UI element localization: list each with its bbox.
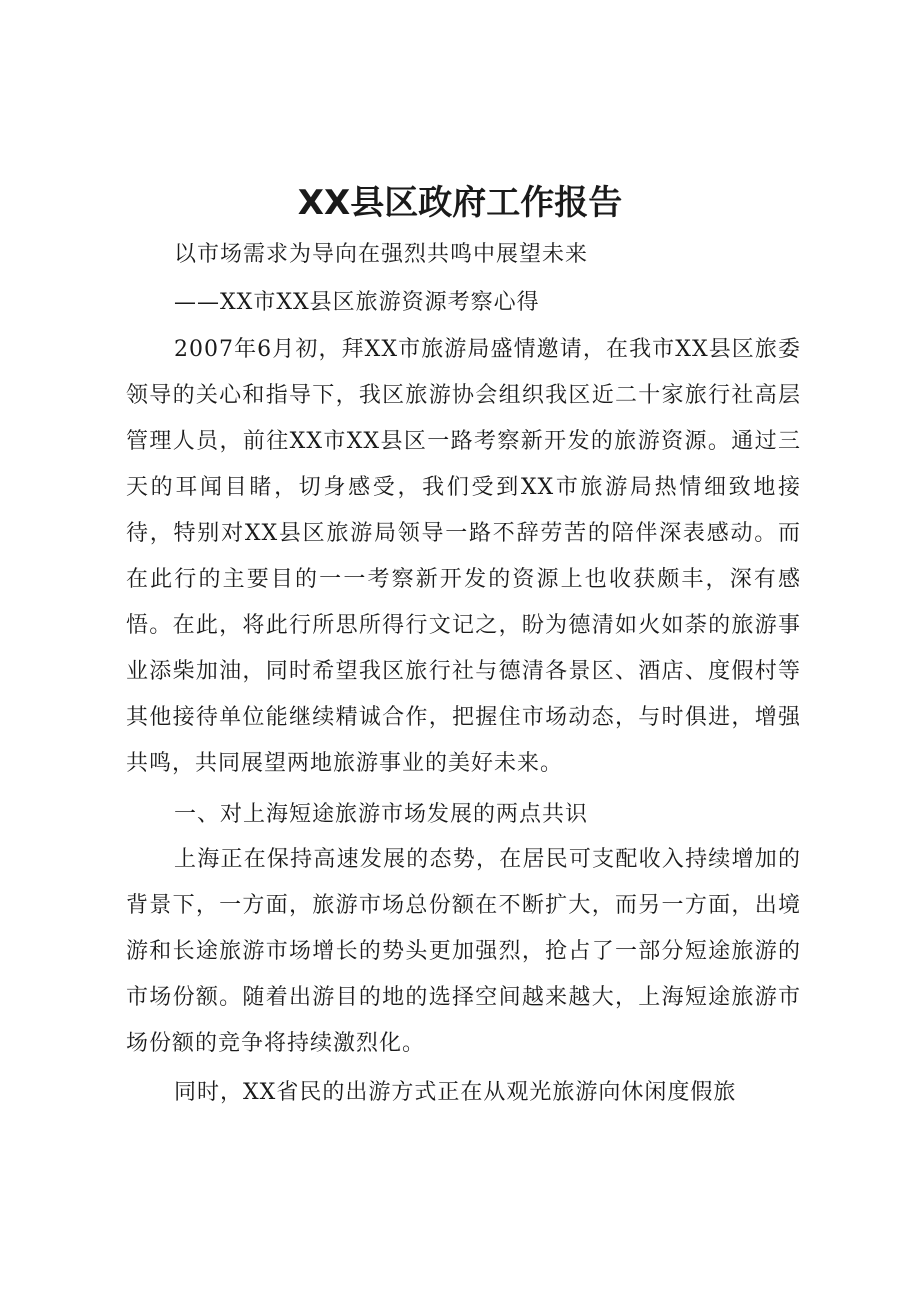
section-heading: 一、对上海短途旅游市场发展的两点共识: [174, 802, 589, 827]
paragraph-intro: 2007年6月初，拜XX市旅游局盛情邀请，在我市XX县区旅委领导的关心和指导下，我区旅游协会组织我区近二十家旅行社高层管理人员，前往XX市XX县区一路考察新开发的旅游资源。通过三天的耳闻目睹，切身感受，我们受到XX市旅游局热情细致地接待，特别对XX县区旅游局领导一路不辞劳苦的陪伴深表感动。而在此行的主要目的一一考察新开发的资源上也收获颇丰，深有感悟。在此，将此行所思所得行文记之，盼为德清如火如荼的旅游事业添柴加油，同时希望我区旅行社与德清各景区、酒店、度假村等其他接待单位能继续精诚合作，把握住市场动态，与时俱进，增强共鸣，共同展望两地旅游事业的美好未来。: [126, 337, 801, 776]
document-title: XX县区政府工作报告: [297, 183, 623, 223]
paragraph-travel-style: 同时，XX省民的出游方式正在从观光旅游向休闲度假旅: [174, 1080, 737, 1105]
dash-subtitle: ——XX市XX县区旅游资源考察心得: [174, 290, 540, 315]
subtitle: 以市场需求为导向在强烈共鸣中展望未来: [174, 242, 589, 267]
paragraph-market: 上海正在保持高速发展的态势，在居民可支配收入持续增加的背景下，一方面，旅游市场总份额在不断扩大，而另一方面，出境游和长途旅游市场增长的势头更加强烈，抢占了一部分短途旅游的市场份额。随着出游目的地的选择空间越来越大，上海短途旅游市场份额的竞争将持续激烈化。: [126, 847, 801, 1056]
